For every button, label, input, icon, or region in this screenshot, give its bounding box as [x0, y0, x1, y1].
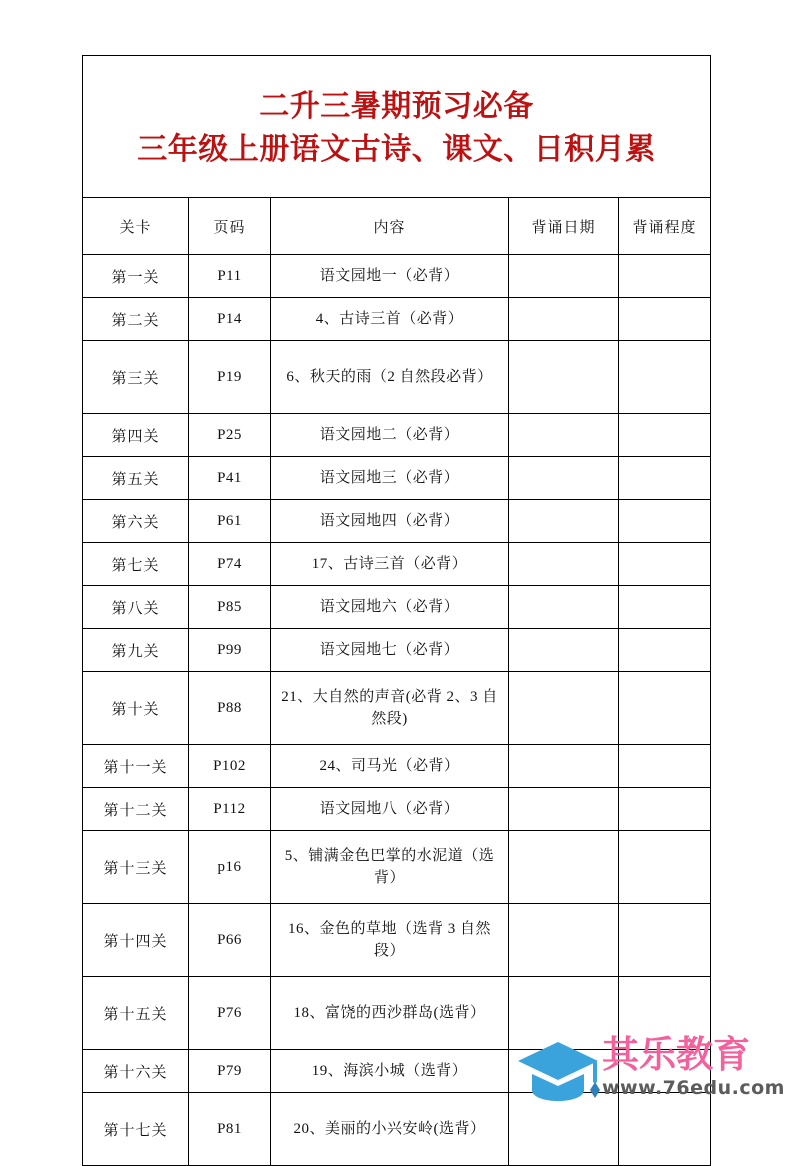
cell-content: 19、海滨小城（选背） — [271, 1050, 509, 1093]
cell-page-number: P102 — [189, 745, 271, 788]
cell-level: 第三关 — [83, 341, 189, 414]
cell-page-number: P79 — [189, 1050, 271, 1093]
cell-page-number: P76 — [189, 977, 271, 1050]
cell-recite-degree[interactable] — [619, 629, 711, 672]
cell-recite-degree[interactable] — [619, 586, 711, 629]
table-row — [83, 586, 711, 629]
table-row — [83, 457, 711, 500]
column-header-page: 页码 — [189, 198, 271, 255]
table-row — [83, 500, 711, 543]
cell-recite-degree[interactable] — [619, 457, 711, 500]
cell-recite-degree[interactable] — [619, 414, 711, 457]
cell-recite-degree[interactable] — [619, 341, 711, 414]
cell-content: 语文园地八（必背） — [271, 788, 509, 831]
cell-page-number: P14 — [189, 298, 271, 341]
cell-page-number: P19 — [189, 341, 271, 414]
cell-level: 第十七关 — [83, 1093, 189, 1166]
cell-content: 21、大自然的声音(必背 2、3 自然段) — [271, 672, 509, 745]
brand-name: 其乐教育 — [602, 1033, 750, 1076]
cell-recite-date[interactable] — [509, 672, 619, 745]
table-row — [83, 745, 711, 788]
cell-recite-degree[interactable] — [619, 543, 711, 586]
table-row — [83, 831, 711, 904]
brand-url: www.76edu.com — [602, 1076, 785, 1099]
cell-page-number: P85 — [189, 586, 271, 629]
cell-recite-date[interactable] — [509, 457, 619, 500]
cell-level: 第十四关 — [83, 904, 189, 977]
cell-page-number: P61 — [189, 500, 271, 543]
table-row — [83, 672, 711, 745]
cell-content: 24、司马光（必背） — [271, 745, 509, 788]
column-header-content: 内容 — [271, 198, 509, 255]
cell-content: 4、古诗三首（必背） — [271, 298, 509, 341]
page-title-line-2: 三年级上册语文古诗、课文、日积月累 — [137, 131, 656, 167]
cell-page-number: P25 — [189, 414, 271, 457]
cell-recite-degree[interactable] — [619, 255, 711, 298]
cell-page-number: P112 — [189, 788, 271, 831]
cell-level: 第四关 — [83, 414, 189, 457]
cell-recite-degree[interactable] — [619, 672, 711, 745]
cell-content: 语文园地七（必背） — [271, 629, 509, 672]
cell-level: 第十二关 — [83, 788, 189, 831]
cell-recite-degree[interactable] — [619, 904, 711, 977]
cell-page-number: P99 — [189, 629, 271, 672]
title-row — [83, 56, 711, 198]
cell-content: 17、古诗三首（必背） — [271, 543, 509, 586]
cell-recite-date[interactable] — [509, 298, 619, 341]
cell-recite-date[interactable] — [509, 629, 619, 672]
table-row — [83, 543, 711, 586]
cell-page-number: P74 — [189, 543, 271, 586]
cell-level: 第五关 — [83, 457, 189, 500]
cell-level: 第十一关 — [83, 745, 189, 788]
cell-page-number: P41 — [189, 457, 271, 500]
cell-recite-degree[interactable] — [619, 298, 711, 341]
cell-recite-degree[interactable] — [619, 831, 711, 904]
table-row — [83, 298, 711, 341]
cell-recite-degree[interactable] — [619, 745, 711, 788]
brand-text-group — [602, 1033, 785, 1099]
cell-recite-date[interactable] — [509, 745, 619, 788]
cell-content: 语文园地四（必背） — [271, 500, 509, 543]
column-header-recite-degree: 背诵程度 — [619, 198, 711, 255]
cell-recite-date[interactable] — [509, 500, 619, 543]
table-header-row — [83, 198, 711, 255]
cell-page-number: P88 — [189, 672, 271, 745]
cell-recite-date[interactable] — [509, 255, 619, 298]
cell-content: 18、富饶的西沙群岛(选背） — [271, 977, 509, 1050]
cell-level: 第二关 — [83, 298, 189, 341]
cell-content: 16、金色的草地（选背 3 自然段） — [271, 904, 509, 977]
cell-level: 第九关 — [83, 629, 189, 672]
cell-level: 第十三关 — [83, 831, 189, 904]
recitation-checklist-table — [82, 55, 711, 1166]
cell-level: 第十六关 — [83, 1050, 189, 1093]
table-row — [83, 788, 711, 831]
cell-page-number: p16 — [189, 831, 271, 904]
cell-content: 语文园地三（必背） — [271, 457, 509, 500]
cell-content: 6、秋天的雨（2 自然段必背） — [271, 341, 509, 414]
cell-content: 语文园地二（必背） — [271, 414, 509, 457]
table-row — [83, 414, 711, 457]
cell-content: 语文园地六（必背） — [271, 586, 509, 629]
table-row — [83, 255, 711, 298]
table-row — [83, 341, 711, 414]
cell-level: 第十关 — [83, 672, 189, 745]
cell-content: 20、美丽的小兴安岭(选背） — [271, 1093, 509, 1166]
cell-recite-date[interactable] — [509, 341, 619, 414]
cell-page-number: P66 — [189, 904, 271, 977]
brand-logo — [516, 1033, 785, 1112]
document-title-cell — [83, 56, 711, 198]
column-header-recite-date: 背诵日期 — [509, 198, 619, 255]
page-title-line-1: 二升三暑期预习必备 — [259, 89, 534, 125]
cell-content: 5、铺满金色巴掌的水泥道（选背） — [271, 831, 509, 904]
cell-recite-date[interactable] — [509, 543, 619, 586]
cell-recite-date[interactable] — [509, 586, 619, 629]
cell-recite-degree[interactable] — [619, 788, 711, 831]
cell-recite-date[interactable] — [509, 414, 619, 457]
cell-page-number: P11 — [189, 255, 271, 298]
cell-recite-date[interactable] — [509, 831, 619, 904]
cell-recite-date[interactable] — [509, 788, 619, 831]
cell-recite-date[interactable] — [509, 904, 619, 977]
cell-level: 第十五关 — [83, 977, 189, 1050]
cell-level: 第八关 — [83, 586, 189, 629]
cell-content: 语文园地一（必背） — [271, 255, 509, 298]
cell-level: 第一关 — [83, 255, 189, 298]
cell-level: 第六关 — [83, 500, 189, 543]
table-row — [83, 904, 711, 977]
cell-level: 第七关 — [83, 543, 189, 586]
table-row — [83, 629, 711, 672]
cell-page-number: P81 — [189, 1093, 271, 1166]
column-header-level: 关卡 — [83, 198, 189, 255]
cell-recite-degree[interactable] — [619, 500, 711, 543]
graduation-cap-icon — [516, 1040, 600, 1102]
